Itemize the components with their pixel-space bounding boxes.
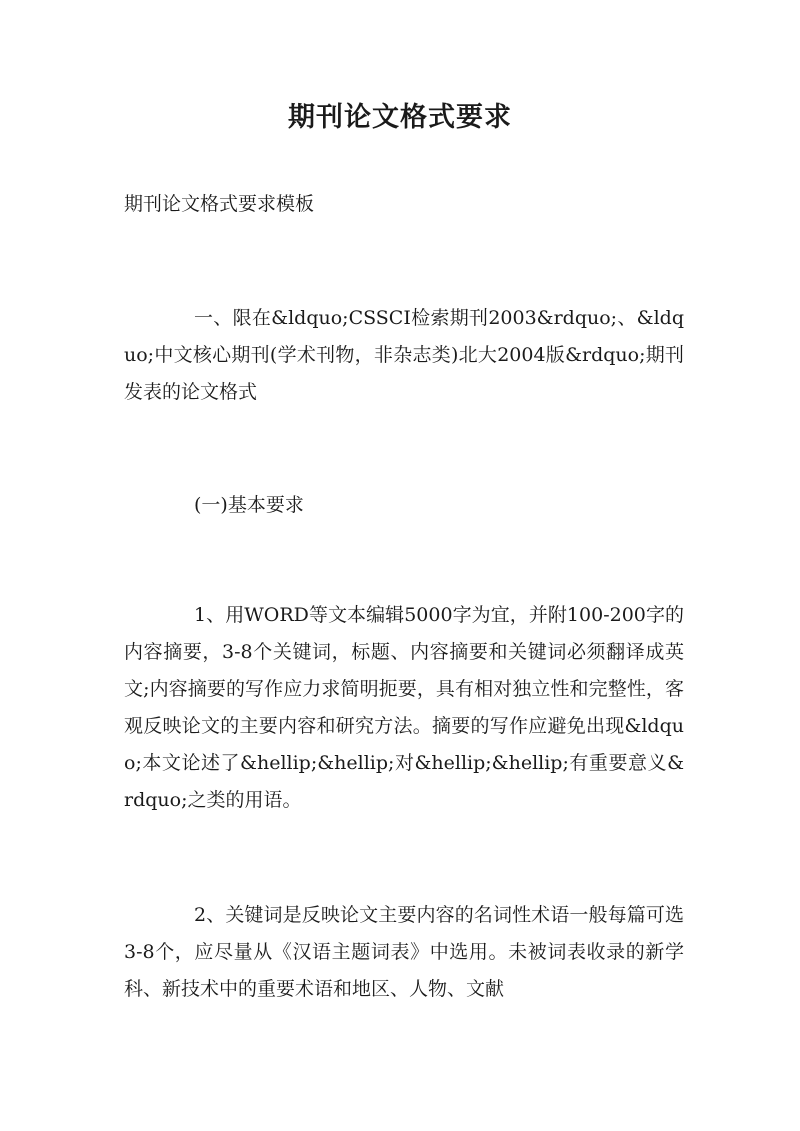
document-title: 期刊论文格式要求: [288, 102, 512, 133]
section-heading-paragraph: 一、限在&ldquo;CSSCI检索期刊2003&rdquo;、&ldquo;中文核心期刊(学术刊物，非杂志类)北大2004版&rdquo;期刊发表的论文格式: [124, 307, 684, 403]
subsection-heading: (一)基本要求: [194, 494, 304, 516]
body-paragraph-1: 1、用WORD等文本编辑5000字为宜，并附100-200字的内容摘要，3-8个关键词，标题、内容摘要和关键词必须翻译成英文;内容摘要的写作应力求简明扼要，具有相对独立性和完整性，客观反映论文的主要内容和研究方法。摘要的写作应避免出现&ldquo;本文论述了&hellip;&hellip;对&hellip;&hellip;有重要意义&rdquo;之类的用语。: [124, 604, 684, 811]
body-paragraph-2: 2、关键词是反映论文主要内容的名词性术语一般每篇可选3-8个，应尽量从《汉语主题词表》中选用。未被词表收录的新学科、新技术中的重要术语和地区、人物、文献: [124, 904, 684, 1000]
document-subtitle: 期刊论文格式要求模板: [124, 193, 315, 215]
